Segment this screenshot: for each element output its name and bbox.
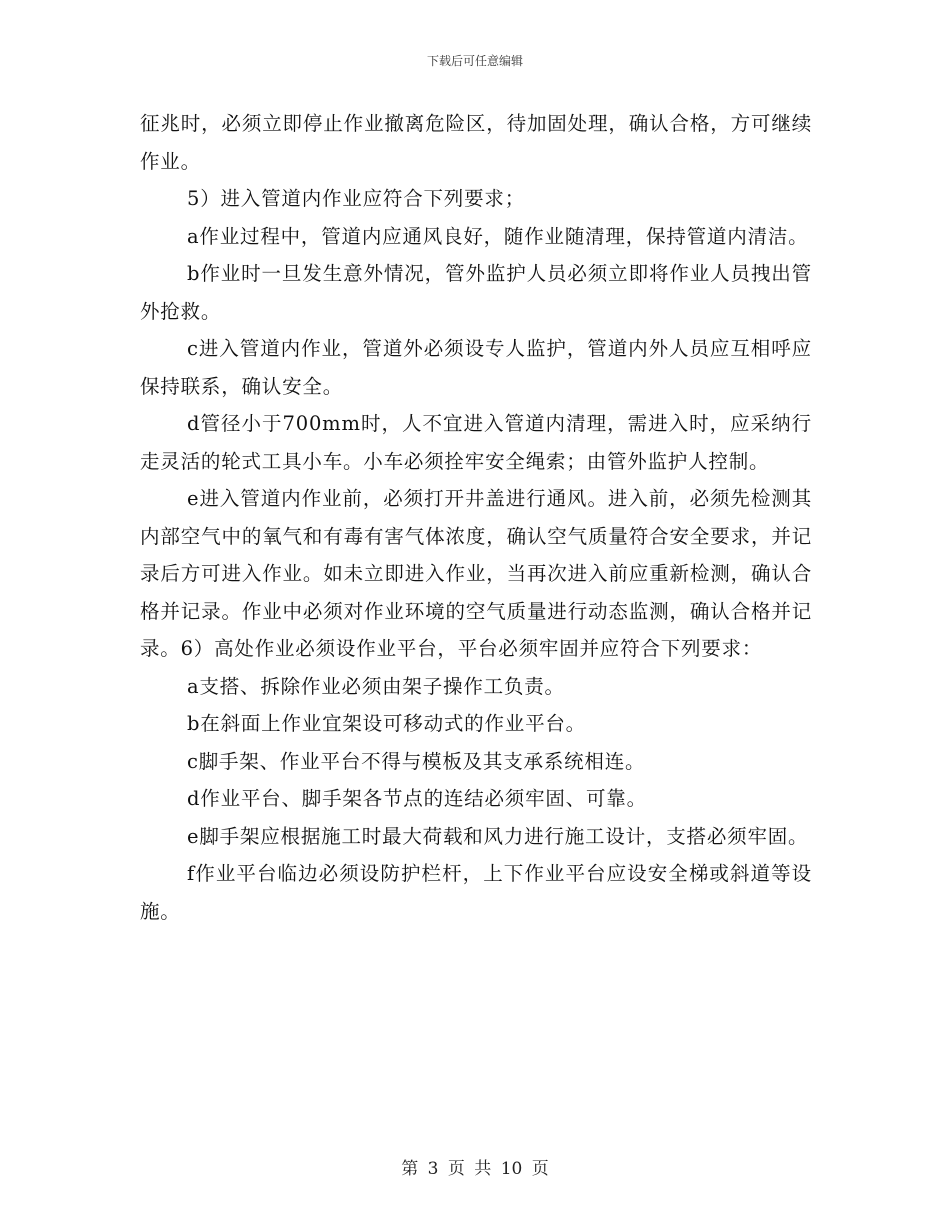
paragraph: b作业时一旦发生意外情况，管外监护人员必须立即将作业人员拽出管外抢救。 (140, 262, 812, 323)
page-number-footer: 第 3 页 共 10 页 (401, 1159, 549, 1179)
document-body (140, 105, 812, 930)
paragraph: 5）进入管道内作业应符合下列要求； (187, 187, 526, 210)
paragraph: d作业平台、脚手架各节点的连结必须牢固、可靠。 (187, 787, 647, 810)
paragraph: d管径小于700mm时，人不宜进入管道内清理，需进入时，应采纳行走灵活的轮式工具小车。小车必须拴牢安全绳索；由管外监护人控制。 (140, 412, 812, 473)
paragraph: c脚手架、作业平台不得与模板及其支承系统相连。 (187, 749, 646, 773)
page-header: 下载后可任意编辑 (426, 54, 523, 68)
paragraph: 征兆时，必须立即停止作业撤离危险区，待加固处理，确认合格，方可继续作业。 (140, 112, 812, 173)
paragraph: a作业过程中，管道内应通风良好，随作业随清理，保持管道内清洁。 (187, 224, 809, 248)
paragraph: f作业平台临边必须设防护栏杆，上下作业平台应设安全梯或斜道等设施。 (140, 862, 812, 923)
paragraph: a支搭、拆除作业必须由架子操作工负责。 (187, 674, 565, 698)
paragraph: b在斜面上作业宜架设可移动式的作业平台。 (187, 712, 586, 735)
paragraph: e进入管道内作业前，必须打开井盖进行通风。进入前，必须先检测其内部空气中的氧气和有毒有害气体浓度，确认空气质量符合安全要求，并记录后方可进入作业。如未立即进入作业，当再次进入前应重新检测，确认合格并记录。作业中必须对作业环境的空气质量进行动态监测，确认合格并记录。6）高处作业必须设作业平台，平台必须牢固并应符合下列要求： (140, 487, 812, 660)
paragraph: e脚手架应根据施工时最大荷载和风力进行施工设计，支搭必须牢固。 (187, 824, 809, 848)
paragraph: c进入管道内作业，管道外必须设专人监护，管道内外人员应互相呼应保持联系，确认安全。 (140, 337, 812, 398)
